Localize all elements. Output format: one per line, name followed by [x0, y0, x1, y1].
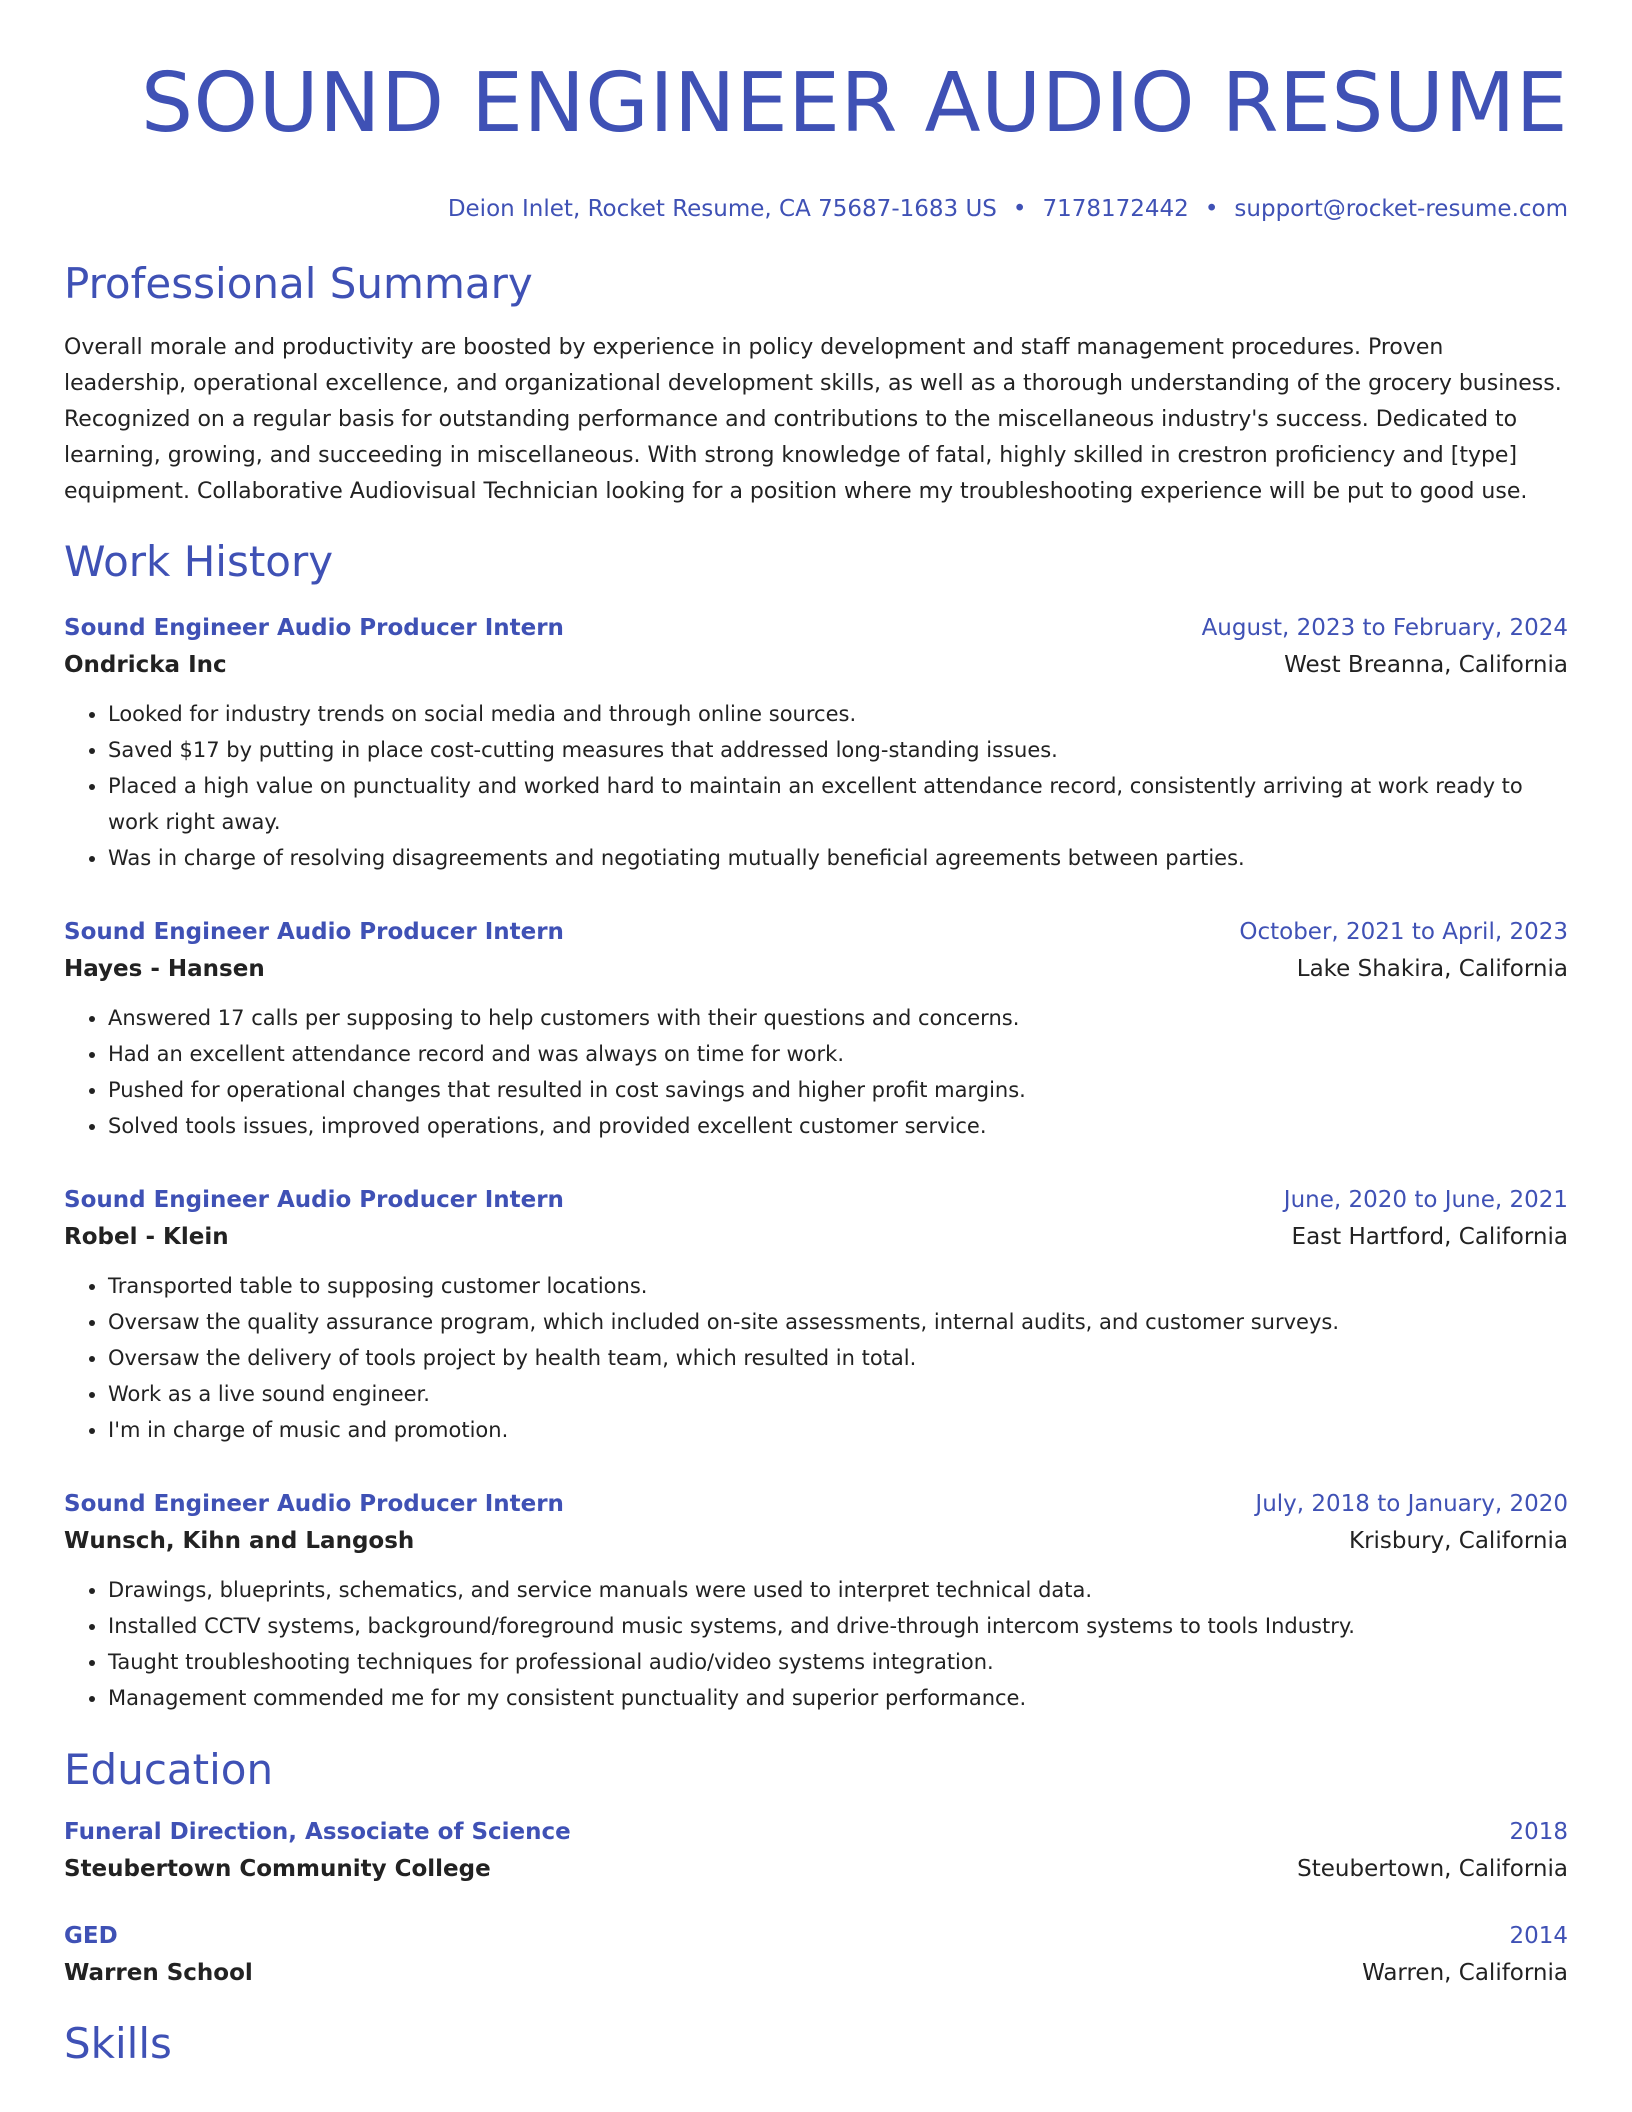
job-bullet: • Taught troubleshooting techniques for professional audio/video systems integration. [108, 1644, 1568, 1680]
contact-email: support@rocket-resume.com [1234, 196, 1568, 222]
contact-phone: 7178172442 [1042, 196, 1189, 222]
skills-heading: Skills [64, 2019, 172, 2068]
job-bullet: • Drawings, blueprints, schematics, and service manuals were used to interpret technical data. [108, 1572, 1568, 1608]
education-school-row [64, 1954, 1568, 1992]
job-bullet: • Placed a high value on punctuality and worked hard to maintain an excellent attendance record, consistently arriving at work ready to work right away. [108, 768, 1568, 840]
job-bullet: • Looked for industry trends on social media and through online sources. [108, 696, 1568, 732]
job-bullets [64, 1000, 1568, 1144]
job-entry [64, 1182, 1568, 1448]
job-bullet: • Installed CCTV systems, background/foreground music systems, and drive-through intercom systems to tools Industry. [108, 1608, 1568, 1644]
job-title-row [64, 914, 1568, 950]
contact-separator: • [1204, 196, 1219, 222]
job-dates: August, 2023 to February, 2024 [1201, 615, 1568, 641]
work-history-heading: Work History [64, 537, 334, 586]
job-company-row [64, 1218, 1568, 1256]
job-title-row [64, 1486, 1568, 1522]
job-bullet: • I'm in charge of music and promotion. [108, 1412, 1568, 1448]
education-school-row [64, 1850, 1568, 1888]
job-bullets [64, 1268, 1568, 1448]
education-entry [64, 1814, 1568, 1888]
education-entry [64, 1918, 1568, 1992]
job-title-row [64, 610, 1568, 646]
job-title: Sound Engineer Audio Producer Intern [64, 1187, 564, 1213]
job-location: East Hartford, California [1291, 1224, 1568, 1250]
education-year: 2014 [1509, 1923, 1568, 1949]
job-title: Sound Engineer Audio Producer Intern [64, 1491, 564, 1517]
education-school: Steubertown Community College [64, 1856, 491, 1882]
education-heading: Education [64, 1745, 274, 1794]
contact-line [64, 194, 1568, 224]
education-school: Warren School [64, 1960, 253, 1986]
job-company: Hayes - Hansen [64, 956, 265, 982]
job-bullet: • Work as a live sound engineer. [108, 1376, 1568, 1412]
job-company: Robel - Klein [64, 1224, 229, 1250]
job-company-row [64, 950, 1568, 988]
job-entry [64, 914, 1568, 1144]
contact-address: Deion Inlet, Rocket Resume, CA 75687-1683 US [447, 196, 997, 222]
job-company: Wunsch, Kihn and Langosh [64, 1528, 415, 1554]
job-bullets [64, 1572, 1568, 1716]
job-bullet: • Saved $17 by putting in place cost-cutting measures that addressed long-standing issues. [108, 732, 1568, 768]
job-bullet: • Oversaw the delivery of tools project by health team, which resulted in total. [108, 1340, 1568, 1376]
education-degree: Funeral Direction, Associate of Science [64, 1819, 571, 1845]
job-location: West Breanna, California [1284, 652, 1568, 678]
job-company: Ondricka Inc [64, 652, 227, 678]
resume-page [64, 0, 1568, 2070]
education-degree-row [64, 1814, 1568, 1850]
job-entry [64, 1486, 1568, 1716]
job-bullet: • Was in charge of resolving disagreements and negotiating mutually beneficial agreements between parties. [108, 840, 1568, 876]
education-location: Warren, California [1362, 1960, 1568, 1986]
job-dates: June, 2020 to June, 2021 [1283, 1187, 1568, 1213]
summary-heading: Professional Summary [64, 259, 533, 308]
summary-text: Overall morale and productivity are boosted by experience in policy development and staff management procedures. Proven leadership, operational excellence, and organizational development skills, as well as a thorough understanding of the grocery business. Recognized on a regular basis for outstanding performance and contributions to the miscellaneous industry's success. Dedicated to learning, growing, and succeeding in miscellaneous. With strong knowledge of fatal, highly skilled in crestron proficiency and [type] equipment. Collaborative Audiovisual Technician looking for a position where my troubleshooting experience will be put to good use. [64, 335, 1562, 504]
job-bullets [64, 696, 1568, 876]
job-entry [64, 610, 1568, 876]
job-bullet: • Pushed for operational changes that resulted in cost savings and higher profit margins. [108, 1072, 1568, 1108]
education-year: 2018 [1509, 1819, 1568, 1845]
job-title: Sound Engineer Audio Producer Intern [64, 919, 564, 945]
education-degree-row [64, 1918, 1568, 1954]
job-bullet: • Answered 17 calls per supposing to help customers with their questions and concerns. [108, 1000, 1568, 1036]
job-bullet: • Oversaw the quality assurance program, which included on-site assessments, internal audits, and customer surveys. [108, 1304, 1568, 1340]
job-bullet: • Had an excellent attendance record and was always on time for work. [108, 1036, 1568, 1072]
job-location: Krisbury, California [1349, 1528, 1568, 1554]
job-location: Lake Shakira, California [1296, 956, 1568, 982]
job-company-row [64, 646, 1568, 684]
job-title: Sound Engineer Audio Producer Intern [64, 615, 564, 641]
job-bullet: • Solved tools issues, improved operations, and provided excellent customer service. [108, 1108, 1568, 1144]
education-location: Steubertown, California [1297, 1856, 1568, 1882]
job-company-row [64, 1522, 1568, 1560]
resume-title: SOUND ENGINEER AUDIO RESUME [141, 56, 1568, 151]
job-bullet: • Transported table to supposing customer locations. [108, 1268, 1568, 1304]
job-dates: October, 2021 to April, 2023 [1239, 919, 1568, 945]
education-degree: GED [64, 1923, 118, 1949]
job-dates: July, 2018 to January, 2020 [1255, 1491, 1568, 1517]
contact-separator: • [1012, 196, 1027, 222]
job-title-row [64, 1182, 1568, 1218]
job-bullet: • Management commended me for my consistent punctuality and superior performance. [108, 1680, 1568, 1716]
